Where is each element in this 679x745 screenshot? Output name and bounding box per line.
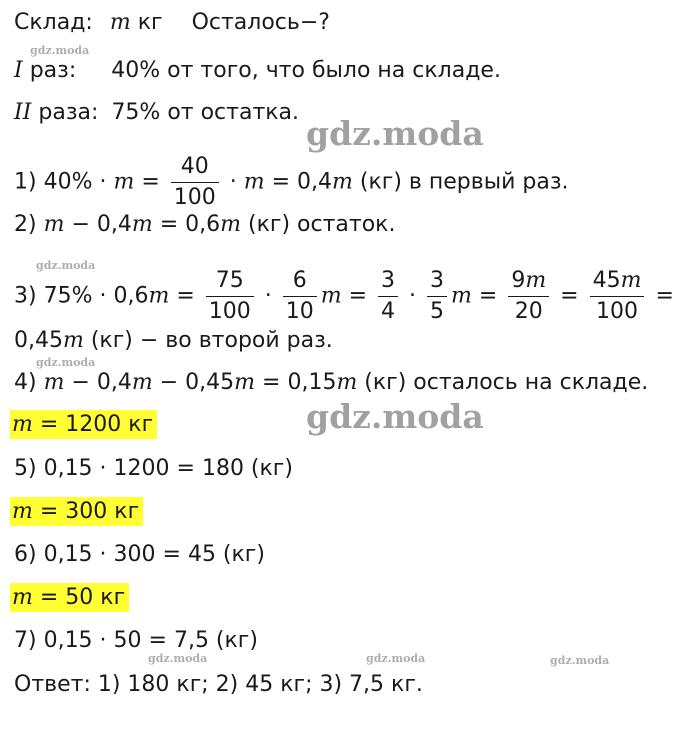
var-m: m — [109, 10, 131, 35]
var-m: m — [12, 499, 33, 524]
second-text: 75% от остатка. — [111, 100, 300, 125]
var-m: m — [332, 169, 353, 195]
step3-dot: · — [402, 283, 424, 309]
answer-line: Ответ: 1) 180 кг; 2) 45 кг; 3) 7,5 кг. — [14, 672, 423, 697]
step-2 — [14, 210, 395, 240]
denominator: 100 — [208, 299, 251, 324]
step4-suffix: (кг) осталось на складе. — [357, 370, 649, 395]
unit-kg: кг — [137, 10, 163, 35]
second-label: раза: — [38, 100, 99, 125]
fraction — [206, 270, 254, 323]
var-m: m — [12, 585, 33, 610]
var-m: m — [451, 283, 472, 309]
step2-prefix: 2) — [14, 212, 44, 237]
step-1 — [14, 154, 569, 210]
numerator: 40 — [171, 156, 219, 183]
fraction — [171, 156, 219, 209]
var-m: m — [234, 370, 256, 395]
step3cont-suffix: (кг) − во второй раз. — [83, 328, 333, 353]
numerator: 3 — [427, 270, 447, 297]
var-m: m — [12, 412, 33, 437]
numerator-digits: 45 — [592, 268, 621, 293]
step2-eq: = 0,6 — [152, 212, 221, 237]
case-2-value — [14, 497, 143, 527]
watermark-large-2: gdz.moda — [306, 397, 484, 436]
highlighted-value — [10, 410, 157, 439]
denominator: 20 — [514, 299, 543, 324]
numerator: 3 — [378, 270, 398, 297]
step3-dot: · — [257, 283, 279, 309]
step3-eq: = — [169, 283, 202, 309]
step1-tail: = 0,4 — [264, 169, 333, 195]
step-3 — [14, 268, 674, 324]
denominator: 5 — [430, 299, 445, 324]
step3cont-prefix: 0,45 — [14, 328, 63, 353]
step3-eq: = — [553, 283, 586, 309]
watermark-small-1: gdz.moda — [30, 44, 90, 57]
watermark-small-6: gdz.moda — [550, 654, 610, 667]
case-2-calc: 6) 0,15 · 300 = 45 (кг) — [14, 542, 265, 567]
first-time-line — [14, 56, 501, 86]
numerator — [508, 270, 549, 297]
step-3-continued — [14, 326, 333, 356]
fraction — [427, 270, 447, 323]
fraction — [283, 270, 317, 323]
first-label: раз: — [29, 58, 77, 83]
numerator: 75 — [206, 270, 254, 297]
second-time-line — [14, 98, 299, 128]
fraction — [590, 270, 645, 323]
var-m: m — [131, 370, 153, 395]
step2-suffix: (кг) остаток. — [241, 212, 396, 237]
watermark-small-3: gdz.moda — [36, 356, 96, 369]
case2-value: = 300 кг — [32, 499, 140, 524]
var-m: m — [336, 370, 358, 395]
step1-dot: · — [222, 169, 244, 195]
roman-one: I — [14, 58, 23, 83]
numerator-digits: 9 — [511, 268, 526, 293]
var-m: m — [525, 268, 547, 293]
step3-prefix: 3) 75% · 0,6 — [14, 283, 149, 309]
step1-suffix: (кг) в первый раз. — [352, 169, 569, 195]
step4-c: = 0,15 — [255, 370, 337, 395]
var-m: m — [620, 268, 642, 293]
step3-eq: = — [471, 283, 505, 309]
step3-end: = — [648, 283, 674, 309]
case-3-calc: 7) 0,15 · 50 = 7,5 (кг) — [14, 628, 258, 653]
var-m: m — [220, 212, 242, 237]
step3-eq: = — [341, 283, 375, 309]
step1-prefix: 1) 40% · — [14, 169, 114, 195]
watermark-small-2: gdz.moda — [36, 259, 96, 272]
case-3-value — [14, 583, 129, 613]
var-m: m — [43, 370, 65, 395]
var-m: m — [62, 328, 84, 353]
step1-eq: = — [134, 169, 167, 195]
step2-mid: − 0,4 — [64, 212, 132, 237]
first-text: 40% от того, что было на складе. — [111, 58, 501, 83]
case-1-value — [14, 410, 157, 440]
numerator: 6 — [283, 270, 317, 297]
fraction — [378, 270, 398, 323]
step-4 — [14, 368, 648, 398]
case3-value: = 50 кг — [32, 585, 126, 610]
ostalos-label: Осталось−? — [191, 10, 330, 35]
header-line — [14, 8, 330, 38]
highlighted-value — [10, 583, 129, 612]
denominator: 100 — [173, 185, 216, 210]
highlighted-value — [10, 497, 143, 526]
sklad-label: Склад: — [14, 10, 93, 35]
watermark-small-5: gdz.moda — [366, 652, 426, 665]
var-m: m — [43, 212, 65, 237]
var-m: m — [131, 212, 153, 237]
var-m: m — [113, 169, 135, 195]
var-m: m — [148, 283, 170, 309]
case-1-calc: 5) 0,15 · 1200 = 180 (кг) — [14, 456, 293, 481]
step4-b: − 0,45 — [152, 370, 235, 395]
fraction — [508, 270, 549, 323]
denominator: 100 — [596, 299, 639, 324]
denominator: 10 — [285, 299, 314, 324]
case1-value: = 1200 кг — [32, 412, 154, 437]
numerator — [590, 270, 645, 297]
step4-prefix: 4) — [14, 370, 44, 395]
denominator: 4 — [381, 299, 396, 324]
roman-two: II — [14, 100, 32, 125]
watermark-small-4: gdz.moda — [148, 652, 208, 665]
var-m: m — [320, 283, 342, 309]
watermark-large-1: gdz.moda — [306, 114, 484, 153]
step4-a: − 0,4 — [64, 370, 132, 395]
var-m: m — [243, 169, 265, 195]
